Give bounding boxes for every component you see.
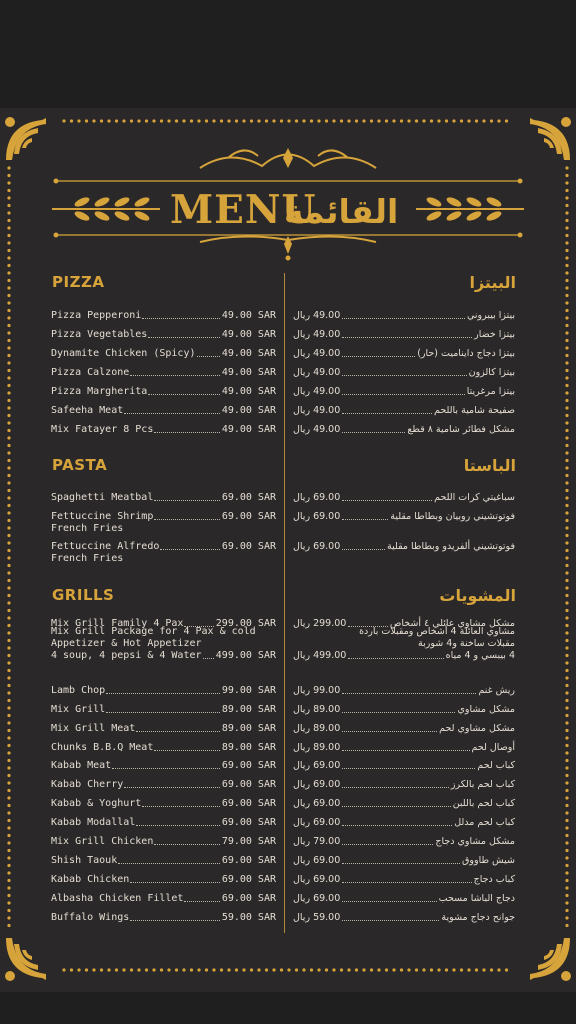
item-name: Mix Grill Chicken bbox=[51, 836, 154, 847]
section-heading-en: PIZZA bbox=[52, 273, 105, 291]
item-price: 49.00 SAR bbox=[221, 405, 276, 416]
item-price: 69.00 SAR bbox=[221, 798, 276, 809]
dot-leader bbox=[342, 432, 405, 433]
menu-item-ar bbox=[293, 650, 515, 662]
item-price: 49.00 SAR bbox=[221, 310, 276, 321]
dot-leader bbox=[342, 394, 465, 395]
item-name: Kabab & Yoghurt bbox=[51, 798, 142, 809]
item-price-ar: 89.00 ريال bbox=[293, 742, 341, 753]
item-name-ar: كباب دجاج bbox=[473, 874, 515, 885]
item-price-ar: 69.00 ريال bbox=[293, 779, 341, 790]
item-price: 69.00 SAR bbox=[221, 511, 276, 522]
item-name-ar: مشاوي العائلة 4 أشخاص ومقبلات باردة bbox=[359, 626, 515, 637]
dot-leader bbox=[342, 693, 476, 694]
item-name-ar: مشكل مشاوي لحم bbox=[439, 723, 515, 734]
item-name: Shish Taouk bbox=[51, 855, 118, 866]
dot-leader bbox=[342, 731, 437, 732]
item-price: 89.00 SAR bbox=[221, 742, 276, 753]
item-name-ar: كباب لحم بالكرز bbox=[450, 779, 515, 790]
dot-leader bbox=[112, 768, 220, 769]
item-name-ar-line3: 4 بيبسي و 4 مياه bbox=[445, 650, 515, 661]
item-price: 89.00 SAR bbox=[221, 704, 276, 715]
menu-item-en bbox=[51, 685, 276, 697]
corner-ornament-icon bbox=[2, 934, 52, 984]
dot-leader bbox=[342, 844, 433, 845]
dot-leader bbox=[154, 844, 219, 845]
dot-leader bbox=[342, 375, 466, 376]
dot-leader bbox=[148, 337, 219, 338]
dot-leader bbox=[342, 882, 471, 883]
item-price: 69.00 SAR bbox=[221, 760, 276, 771]
item-price-ar: 49.00 ريال bbox=[293, 348, 341, 359]
item-price-ar: 69.00 ريال bbox=[293, 492, 341, 503]
menu-item-ar bbox=[293, 723, 515, 735]
menu-item-ar bbox=[293, 329, 515, 341]
menu-item-en bbox=[51, 367, 276, 379]
dot-leader bbox=[154, 519, 219, 520]
item-name-ar: ريش غنم bbox=[478, 685, 515, 696]
section-heading-ar: البيتزا bbox=[469, 273, 516, 292]
item-name: Mix Grill Package for 4 Pax & cold bbox=[51, 626, 256, 637]
dot-leader bbox=[342, 768, 475, 769]
item-price-ar: 79.00 ريال bbox=[293, 836, 341, 847]
item-name: Mix Grill Family 4 Pax bbox=[51, 618, 184, 629]
item-name: Chunks B.B.Q Meat bbox=[51, 742, 154, 753]
dot-leader bbox=[130, 920, 220, 921]
item-name: Spaghetti Meatbal bbox=[51, 492, 154, 503]
dot-leader bbox=[342, 712, 455, 713]
item-price-ar: 69.00 ريال bbox=[293, 893, 341, 904]
menu-item-en bbox=[51, 760, 276, 772]
dot-leader bbox=[124, 787, 220, 788]
item-name-ar: بيتزا مرغريتا bbox=[466, 386, 515, 397]
item-name: Albasha Chicken Fillet bbox=[51, 893, 184, 904]
dot-leader bbox=[130, 882, 220, 883]
item-name-ar: أوصال لحم bbox=[471, 742, 515, 753]
menu-item-ar bbox=[293, 912, 515, 924]
menu-item-en bbox=[51, 511, 276, 534]
menu-item-en bbox=[51, 348, 276, 360]
item-name-ar: كباب لحم باللبن bbox=[452, 798, 515, 809]
item-name: Pizza Margherita bbox=[51, 386, 148, 397]
dot-leader bbox=[342, 920, 439, 921]
section-heading-en: GRILLS bbox=[52, 586, 115, 604]
item-name-ar: بيتزا دجاج دايناميت (حار) bbox=[417, 348, 515, 359]
dot-leader bbox=[342, 901, 436, 902]
item-name-ar: بيتزا خضار bbox=[474, 329, 515, 340]
menu-board bbox=[0, 108, 576, 992]
dot-leader bbox=[342, 806, 450, 807]
wheat-right-icon bbox=[416, 195, 524, 222]
item-name: Buffalo Wings bbox=[51, 912, 130, 923]
menu-item-en bbox=[51, 626, 276, 662]
dot-leader bbox=[184, 901, 219, 902]
item-price-ar: 69.00 ريال bbox=[293, 874, 341, 885]
menu-item-en bbox=[51, 874, 276, 886]
menu-item-ar bbox=[293, 541, 515, 553]
item-name-ar: شيش طاووق bbox=[462, 855, 515, 866]
item-name: Pizza Vegetables bbox=[51, 329, 148, 340]
item-price: 99.00 SAR bbox=[221, 685, 276, 696]
menu-item-ar bbox=[293, 704, 515, 716]
menu-item-ar bbox=[293, 310, 515, 322]
dot-leader bbox=[130, 375, 220, 376]
section-heading-en: PASTA bbox=[52, 456, 108, 474]
item-price-ar: 49.00 ريال bbox=[293, 329, 341, 340]
menu-item-en bbox=[51, 855, 276, 867]
dot-leader bbox=[154, 500, 219, 501]
item-price-ar: 49.00 ريال bbox=[293, 405, 341, 416]
item-price: 69.00 SAR bbox=[221, 874, 276, 885]
item-price: 69.00 SAR bbox=[221, 779, 276, 790]
item-name: Fettuccine Shrimp bbox=[51, 511, 154, 522]
menu-item-ar bbox=[293, 386, 515, 398]
wheat-left-icon bbox=[52, 195, 160, 222]
item-name: Mix Grill bbox=[51, 704, 106, 715]
dot-leader bbox=[197, 356, 220, 357]
dot-leader bbox=[160, 549, 219, 550]
item-price: 59.00 SAR bbox=[221, 912, 276, 923]
menu-item-en bbox=[51, 912, 276, 924]
item-price: 49.00 SAR bbox=[221, 329, 276, 340]
item-price: 79.00 SAR bbox=[221, 836, 276, 847]
item-name: Lamb Chop bbox=[51, 685, 106, 696]
menu-item-en bbox=[51, 310, 276, 322]
item-name-line2: Appetizer & Hot Appetizer bbox=[51, 638, 202, 649]
menu-item-ar bbox=[293, 798, 515, 810]
item-price-ar: 499.00 ريال bbox=[293, 650, 347, 661]
menu-item-ar bbox=[293, 424, 515, 436]
item-price: 69.00 SAR bbox=[221, 893, 276, 904]
item-name-ar: دجاج الباشا مسحب bbox=[438, 893, 515, 904]
item-price: 49.00 SAR bbox=[221, 367, 276, 378]
item-name-ar: جوانح دجاج مشوية bbox=[441, 912, 515, 923]
menu-item-en bbox=[51, 541, 276, 564]
item-price-ar: 49.00 ريال bbox=[293, 424, 341, 435]
dot-leader bbox=[342, 750, 469, 751]
item-name-ar: بيتزا بيبروني bbox=[466, 310, 515, 321]
menu-item-en bbox=[51, 779, 276, 791]
dot-leader bbox=[342, 787, 449, 788]
item-price: 49.00 SAR bbox=[221, 424, 276, 435]
item-name: Kabab Meat bbox=[51, 760, 112, 771]
item-name-ar: كباب لحم مدلل bbox=[454, 817, 515, 828]
item-price: 49.00 SAR bbox=[221, 386, 276, 397]
item-name: Fettuccine Alfredo bbox=[51, 541, 160, 552]
dot-leader bbox=[142, 318, 220, 319]
menu-item-en bbox=[51, 817, 276, 829]
menu-item-ar bbox=[293, 779, 515, 791]
menu-title-ar: القائمة bbox=[284, 192, 399, 231]
item-price-ar: 69.00 ريال bbox=[293, 798, 341, 809]
item-price-ar: 49.00 ريال bbox=[293, 386, 341, 397]
menu-item-ar bbox=[293, 405, 515, 417]
item-name-ar: فوتوتشيني ألفريدو وبطاطا مقلية bbox=[386, 541, 515, 552]
dot-leader bbox=[342, 825, 452, 826]
item-name-ar: مشكل مشاوي دجاج bbox=[435, 836, 515, 847]
menu-item-ar bbox=[293, 685, 515, 697]
menu-item-ar bbox=[293, 492, 515, 504]
item-name: Dynamite Chicken (Spicy) bbox=[51, 348, 196, 359]
item-price: 69.00 SAR bbox=[221, 817, 276, 828]
item-name-line2: French Fries bbox=[51, 553, 124, 564]
dot-leader bbox=[342, 863, 460, 864]
menu-item-en bbox=[51, 329, 276, 341]
item-name: Pizza Calzone bbox=[51, 367, 130, 378]
item-name: Kabab Cherry bbox=[51, 779, 124, 790]
dot-leader bbox=[142, 806, 220, 807]
dot-leader bbox=[342, 356, 415, 357]
item-price-ar: 69.00 ريال bbox=[293, 760, 341, 771]
item-name-line2: French Fries bbox=[51, 523, 124, 534]
menu-item-ar bbox=[293, 855, 515, 867]
corner-ornament-icon bbox=[524, 934, 574, 984]
item-name-ar: كباب لحم bbox=[477, 760, 515, 771]
item-price-ar: 69.00 ريال bbox=[293, 511, 341, 522]
item-name-ar: مشكل مشاوي عائلي ٤ أشخاص bbox=[389, 618, 515, 629]
item-name-ar: صفيحة شامية باللحم bbox=[434, 405, 515, 416]
item-price-ar: 89.00 ريال bbox=[293, 723, 341, 734]
dot-leader bbox=[154, 432, 219, 433]
menu-item-en bbox=[51, 424, 276, 436]
dot-leader bbox=[136, 825, 220, 826]
dot-leader bbox=[203, 658, 214, 659]
item-price-ar: 99.00 ريال bbox=[293, 685, 341, 696]
dot-leader bbox=[118, 863, 220, 864]
dot-leader bbox=[342, 318, 465, 319]
menu-item-ar bbox=[293, 836, 515, 848]
dot-leader bbox=[342, 549, 385, 550]
menu-title-en: MENU bbox=[170, 187, 317, 233]
menu-item-en bbox=[51, 492, 276, 504]
menu-item-ar bbox=[293, 348, 515, 360]
menu-item-ar bbox=[293, 817, 515, 829]
menu-item-ar bbox=[293, 367, 515, 379]
item-price: 89.00 SAR bbox=[221, 723, 276, 734]
menu-item-en bbox=[51, 704, 276, 716]
menu-item-en bbox=[51, 723, 276, 735]
item-name: Mix Grill Meat bbox=[51, 723, 136, 734]
item-price-ar: 59.00 ريال bbox=[293, 912, 341, 923]
menu-item-ar bbox=[293, 742, 515, 754]
item-price-ar: 89.00 ريال bbox=[293, 704, 341, 715]
item-price-ar: 69.00 ريال bbox=[293, 855, 341, 866]
dot-leader bbox=[348, 658, 443, 659]
item-name: Kabab Chicken bbox=[51, 874, 130, 885]
item-price-ar: 69.00 ريال bbox=[293, 541, 341, 552]
item-name-ar: مشكل فطائر شامية ٨ قطع bbox=[407, 424, 515, 435]
item-name-ar: مشكل مشاوي bbox=[457, 704, 515, 715]
item-name: Kabab Modallal bbox=[51, 817, 136, 828]
item-price-ar: 299.00 ريال bbox=[293, 618, 347, 629]
dot-leader bbox=[154, 750, 219, 751]
dot-leader bbox=[148, 394, 219, 395]
item-name-ar: سباغيتي كرات اللحم bbox=[434, 492, 515, 503]
menu-item-en bbox=[51, 405, 276, 417]
item-price-ar: 69.00 ريال bbox=[293, 817, 341, 828]
item-name-ar: فوتوتشيني روبيان وبطاطا مقلية bbox=[390, 511, 515, 522]
column-divider bbox=[284, 273, 285, 933]
item-price: 49.00 SAR bbox=[221, 348, 276, 359]
menu-item-en bbox=[51, 742, 276, 754]
dot-leader bbox=[342, 337, 472, 338]
menu-item-en bbox=[51, 836, 276, 848]
menu-item-ar bbox=[293, 874, 515, 886]
item-price-ar: 49.00 ريال bbox=[293, 367, 341, 378]
item-price: 299.00 SAR bbox=[215, 618, 276, 629]
menu-item-en bbox=[51, 798, 276, 810]
menu-item-en bbox=[51, 386, 276, 398]
section-heading-ar: المشويات bbox=[439, 586, 516, 605]
item-price-ar: 49.00 ريال bbox=[293, 310, 341, 321]
dot-leader bbox=[124, 413, 220, 414]
dot-leader bbox=[136, 731, 220, 732]
dot-leader bbox=[342, 500, 432, 501]
menu-item-ar bbox=[293, 760, 515, 772]
item-name: Mix Fatayer 8 Pcs bbox=[51, 424, 154, 435]
item-price: 69.00 SAR bbox=[221, 541, 276, 552]
item-price: 69.00 SAR bbox=[221, 492, 276, 503]
menu-item-ar bbox=[293, 511, 515, 523]
menu-item-ar bbox=[293, 893, 515, 905]
item-name-line3: 4 soup, 4 pepsi & 4 Water bbox=[51, 650, 202, 661]
item-price: 69.00 SAR bbox=[221, 855, 276, 866]
item-name-ar-line2: مقبلات ساخنة و4 شوربة bbox=[418, 638, 515, 649]
dot-leader bbox=[106, 693, 220, 694]
item-name: Pizza Pepperoni bbox=[51, 310, 142, 321]
dot-leader bbox=[342, 519, 388, 520]
section-heading-ar: الباستا bbox=[463, 456, 516, 475]
dot-leader bbox=[106, 712, 220, 713]
item-name-ar: بيتزا كالزون bbox=[468, 367, 515, 378]
item-name: Safeeha Meat bbox=[51, 405, 124, 416]
dot-leader bbox=[342, 413, 432, 414]
item-price: 499.00 SAR bbox=[215, 650, 276, 661]
menu-item-en bbox=[51, 893, 276, 905]
